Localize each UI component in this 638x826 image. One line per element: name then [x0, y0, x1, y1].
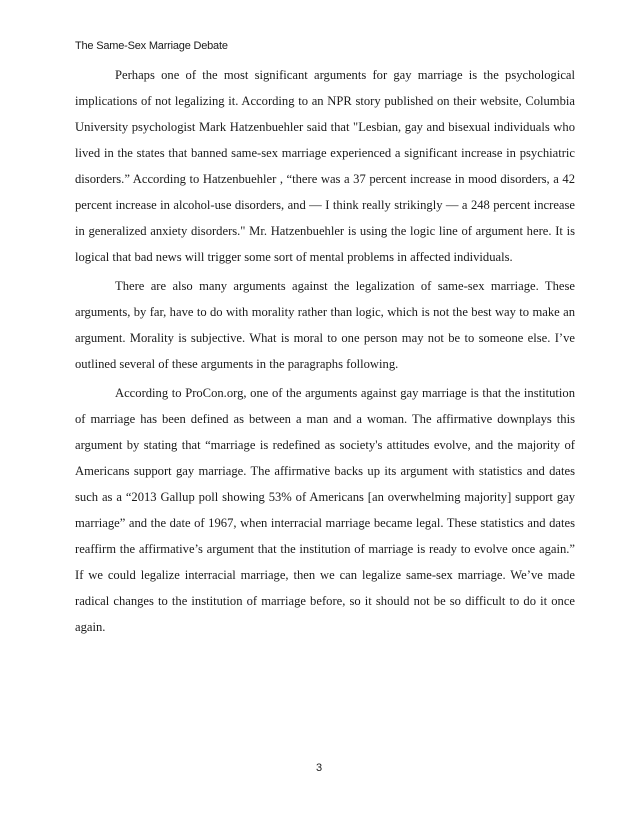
running-header-title: The Same-Sex Marriage Debate: [75, 40, 228, 52]
paragraph-psychological-implications: Perhaps one of the most significant arguments for gay marriage is the psychological implications of not legalizing it. According to an NPR story published on their website, Columbia University psychologist Mark Hatzenbuehler said that "Lesbian, gay and bisexual individuals who lived in the states that banned same-sex marriage experienced a significant increase in psychiatric disorders.” According to Hatzenbuehler , “there was a 37 percent increase in mood disorders, a 42 percent increase in alcohol-use disorders, and — I think really strikingly — a 248 percent increase in generalized anxiety disorders." Mr. Hatzenbuehler is using the logic line of argument here. It is logical that bad news will trigger some sort of mental problems in affected individuals.: [75, 68, 575, 264]
paragraph-arguments-against: There are also many arguments against the legalization of same-sex marriage. These arguments, by far, have to do with morality rather than logic, which is not the best way to make an argument. Morality is subjective. What is moral to one person may not be to someone else. I’ve outlined several of these arguments in the paragraphs following.: [75, 279, 575, 371]
page-number: 3: [315, 762, 323, 774]
paragraph-definition-of-marriage: According to ProCon.org, one of the arguments against gay marriage is that the institution of marriage has been defined as between a man and a woman. The affirmative downplays this argument by stating that “marriage is redefined as society's attitudes evolve, and the majority of Americans support gay marriage. The affirmative backs up its argument with statistics and dates such as a “2013 Gallup poll showing 53% of Americans [an overwhelming majority] support gay marriage” and the date of 1967, when interracial marriage became legal. These statistics and dates reaffirm the affirmative’s argument that the institution of marriage is ready to evolve once again.” If we could legalize interracial marriage, then we can legalize same-sex marriage. We’ve made radical changes to the institution of marriage before, so it should not be so difficult to do it once again.: [75, 386, 575, 634]
body-text: [75, 62, 575, 643]
